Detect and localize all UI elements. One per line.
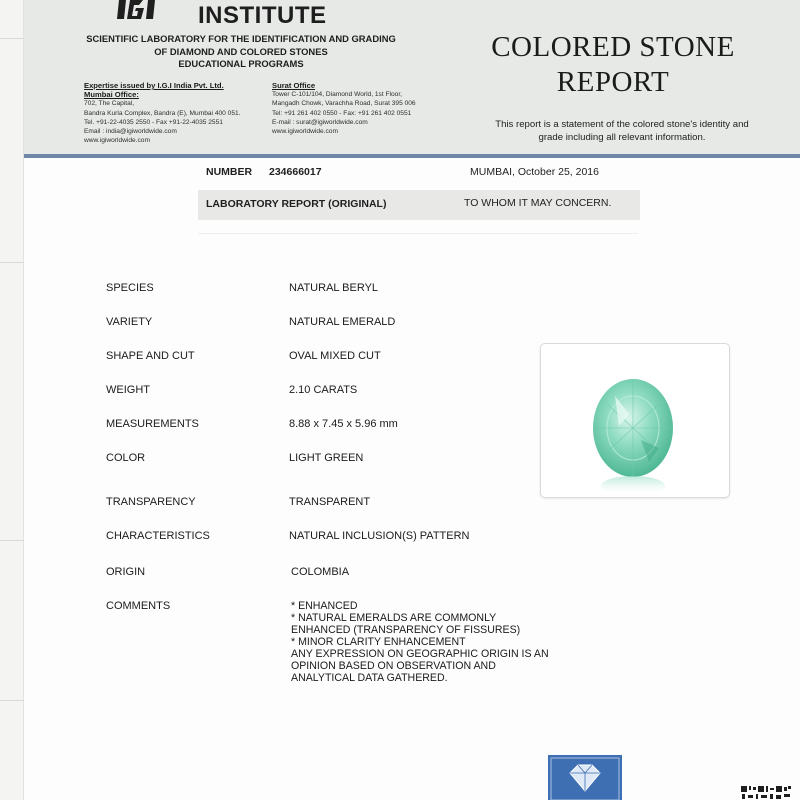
email-line: Email : india@igiworldwide.com bbox=[84, 128, 177, 136]
gemstone-photo bbox=[540, 343, 730, 498]
field-value: NATURAL EMERALD bbox=[289, 316, 396, 328]
number-label: NUMBER bbox=[206, 166, 253, 178]
field-value: NATURAL INCLUSION(S) PATTERN bbox=[289, 530, 470, 542]
field-value: OVAL MIXED CUT bbox=[289, 350, 381, 362]
page-edge bbox=[0, 0, 24, 800]
igi-logo-icon bbox=[117, 0, 159, 22]
comment-line: * MINOR CLARITY ENHANCEMENT bbox=[291, 636, 466, 648]
field-label: WEIGHT bbox=[106, 384, 150, 396]
comment-line: ANALYTICAL DATA GATHERED. bbox=[291, 672, 448, 684]
email-line: E-mail : surat@igiworldwide.com bbox=[272, 118, 368, 126]
field-value: 2.10 CARATS bbox=[289, 384, 358, 396]
report-place-date: MUMBAI, October 25, 2016 bbox=[470, 166, 599, 178]
address-line: Bandra Kurla Complex, Bandra (E), Mumbai 400 051. bbox=[84, 109, 241, 117]
mumbai-office-title: Mumbai Office: bbox=[84, 90, 139, 100]
qr-code-icon bbox=[740, 785, 792, 800]
institute-subtitle bbox=[56, 33, 426, 71]
addressee: TO WHOM IT MAY CONCERN. bbox=[464, 197, 612, 209]
header-divider bbox=[24, 154, 800, 158]
subtitle-line: SCIENTIFIC LABORATORY FOR THE IDENTIFICATION AND GRADING bbox=[86, 33, 396, 44]
field-value: LIGHT GREEN bbox=[289, 452, 364, 464]
field-value: NATURAL BERYL bbox=[289, 282, 379, 294]
address-line: Mangadh Chowk, Varachha Road, Surat 395 006 bbox=[272, 100, 416, 108]
lab-report-label: LABORATORY REPORT (ORIGINAL) bbox=[206, 198, 387, 210]
report-number: 234666017 bbox=[269, 166, 322, 178]
field-value: COLOMBIA bbox=[291, 566, 350, 578]
security-seal-icon bbox=[548, 755, 622, 800]
report-title bbox=[468, 30, 758, 100]
divider bbox=[198, 233, 638, 234]
report-title-line: REPORT bbox=[556, 66, 670, 98]
subtitle-line: EDUCATIONAL PROGRAMS bbox=[178, 58, 304, 69]
comment-line: * NATURAL EMERALDS ARE COMMONLY bbox=[291, 612, 497, 624]
comment-line: ANY EXPRESSION ON GEOGRAPHIC ORIGIN IS AN bbox=[291, 648, 549, 660]
field-label: ORIGIN bbox=[106, 566, 146, 578]
field-label: CHARACTERISTICS bbox=[106, 530, 210, 542]
address-line: Tower C-101/104, Diamond World, 1st Floor, bbox=[272, 91, 402, 99]
comment-line: OPINION BASED ON OBSERVATION AND bbox=[291, 660, 496, 672]
website-line: www.igiworldwide.com bbox=[84, 137, 150, 145]
field-value: 8.88 x 7.45 x 5.96 mm bbox=[289, 418, 398, 430]
report-title-line: COLORED STONE bbox=[491, 31, 735, 63]
phone-line: Tel: +91 261 402 0550 - Fax: +91 261 402 0551 bbox=[272, 109, 412, 117]
comment-line: ENHANCED (TRANSPARENCY OF FISSURES) bbox=[291, 624, 521, 636]
institute-name: INSTITUTE bbox=[198, 2, 327, 29]
field-label: VARIETY bbox=[106, 316, 153, 328]
mumbai-office-title: Expertise issued by I.G.I India Pvt. Ltd. bbox=[84, 81, 224, 90]
mumbai-office-block bbox=[84, 81, 241, 145]
surat-office-title: Surat Office bbox=[272, 81, 316, 90]
comments-block bbox=[291, 600, 549, 684]
field-label: SHAPE AND CUT bbox=[106, 350, 195, 362]
field-label: MEASUREMENTS bbox=[106, 418, 199, 430]
comment-line: * ENHANCED bbox=[291, 600, 358, 612]
field-label: SPECIES bbox=[106, 282, 154, 294]
phone-line: Tel. +91-22-4035 2550 - Fax +91-22-4035 2551 bbox=[84, 118, 223, 126]
report-description: This report is a statement of the colored stone's identity and grade including all relevant information. bbox=[495, 119, 749, 143]
address-line: 702, The Capital, bbox=[84, 100, 135, 108]
field-label: COLOR bbox=[106, 452, 146, 464]
field-label: TRANSPARENCY bbox=[106, 496, 196, 508]
field-value: TRANSPARENT bbox=[289, 496, 371, 508]
website-line: www.igiworldwide.com bbox=[272, 128, 338, 136]
surat-office-block bbox=[272, 81, 416, 136]
subtitle-line: OF DIAMOND AND COLORED STONES bbox=[154, 45, 328, 57]
field-label: COMMENTS bbox=[106, 600, 171, 612]
